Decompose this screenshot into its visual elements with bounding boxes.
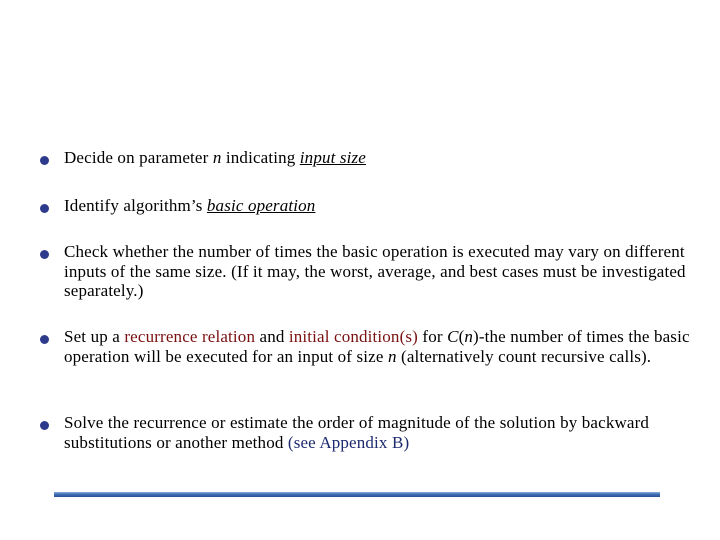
bullet-text [64, 196, 694, 216]
variable-n: n [464, 327, 474, 346]
bullet-text [64, 148, 694, 168]
text-run: Set up a [64, 327, 125, 346]
term-recurrence-relation: recurrence relation [124, 327, 256, 346]
bullet-text: Check whether the number of times the basic operation is executed may vary on different inputs of the same size. (If it may, the worst, average, and best cases must be investigated separately.) [64, 242, 686, 300]
appendix-reference: (see Appendix B) [287, 432, 410, 452]
footer-rule [54, 492, 660, 497]
bullet-dot-icon [40, 335, 49, 344]
text-run: and [255, 327, 289, 346]
text-run: for [417, 327, 448, 346]
text-run: )-the number of times the basic operation will be executed for an input of size [64, 327, 690, 366]
term-input-size: input size [299, 148, 366, 167]
text-run: Identify algorithm’s [64, 196, 207, 215]
bullet-dot-icon [40, 156, 49, 165]
text-run: ( [458, 327, 465, 346]
term-basic-operation: basic operation [206, 196, 316, 215]
bullet-text [64, 413, 694, 452]
bullet-dot-icon [40, 204, 49, 213]
variable-n: n [387, 346, 397, 366]
term-initial-conditions: initial condition(s) [288, 327, 418, 346]
bullet-dot-icon [40, 421, 49, 430]
text-run: indicating [221, 148, 300, 167]
bullet-text [64, 327, 694, 366]
text-run: Decide on parameter [64, 148, 213, 167]
text-run: (alternatively count recursive calls). [396, 346, 652, 366]
variable-c: C [447, 327, 459, 346]
bullet-dot-icon [40, 250, 49, 259]
variable-n: n [212, 148, 222, 167]
text-run: Solve the recurrence or estimate the order of magnitude of the solution by backward substitutions or another method [64, 413, 650, 452]
